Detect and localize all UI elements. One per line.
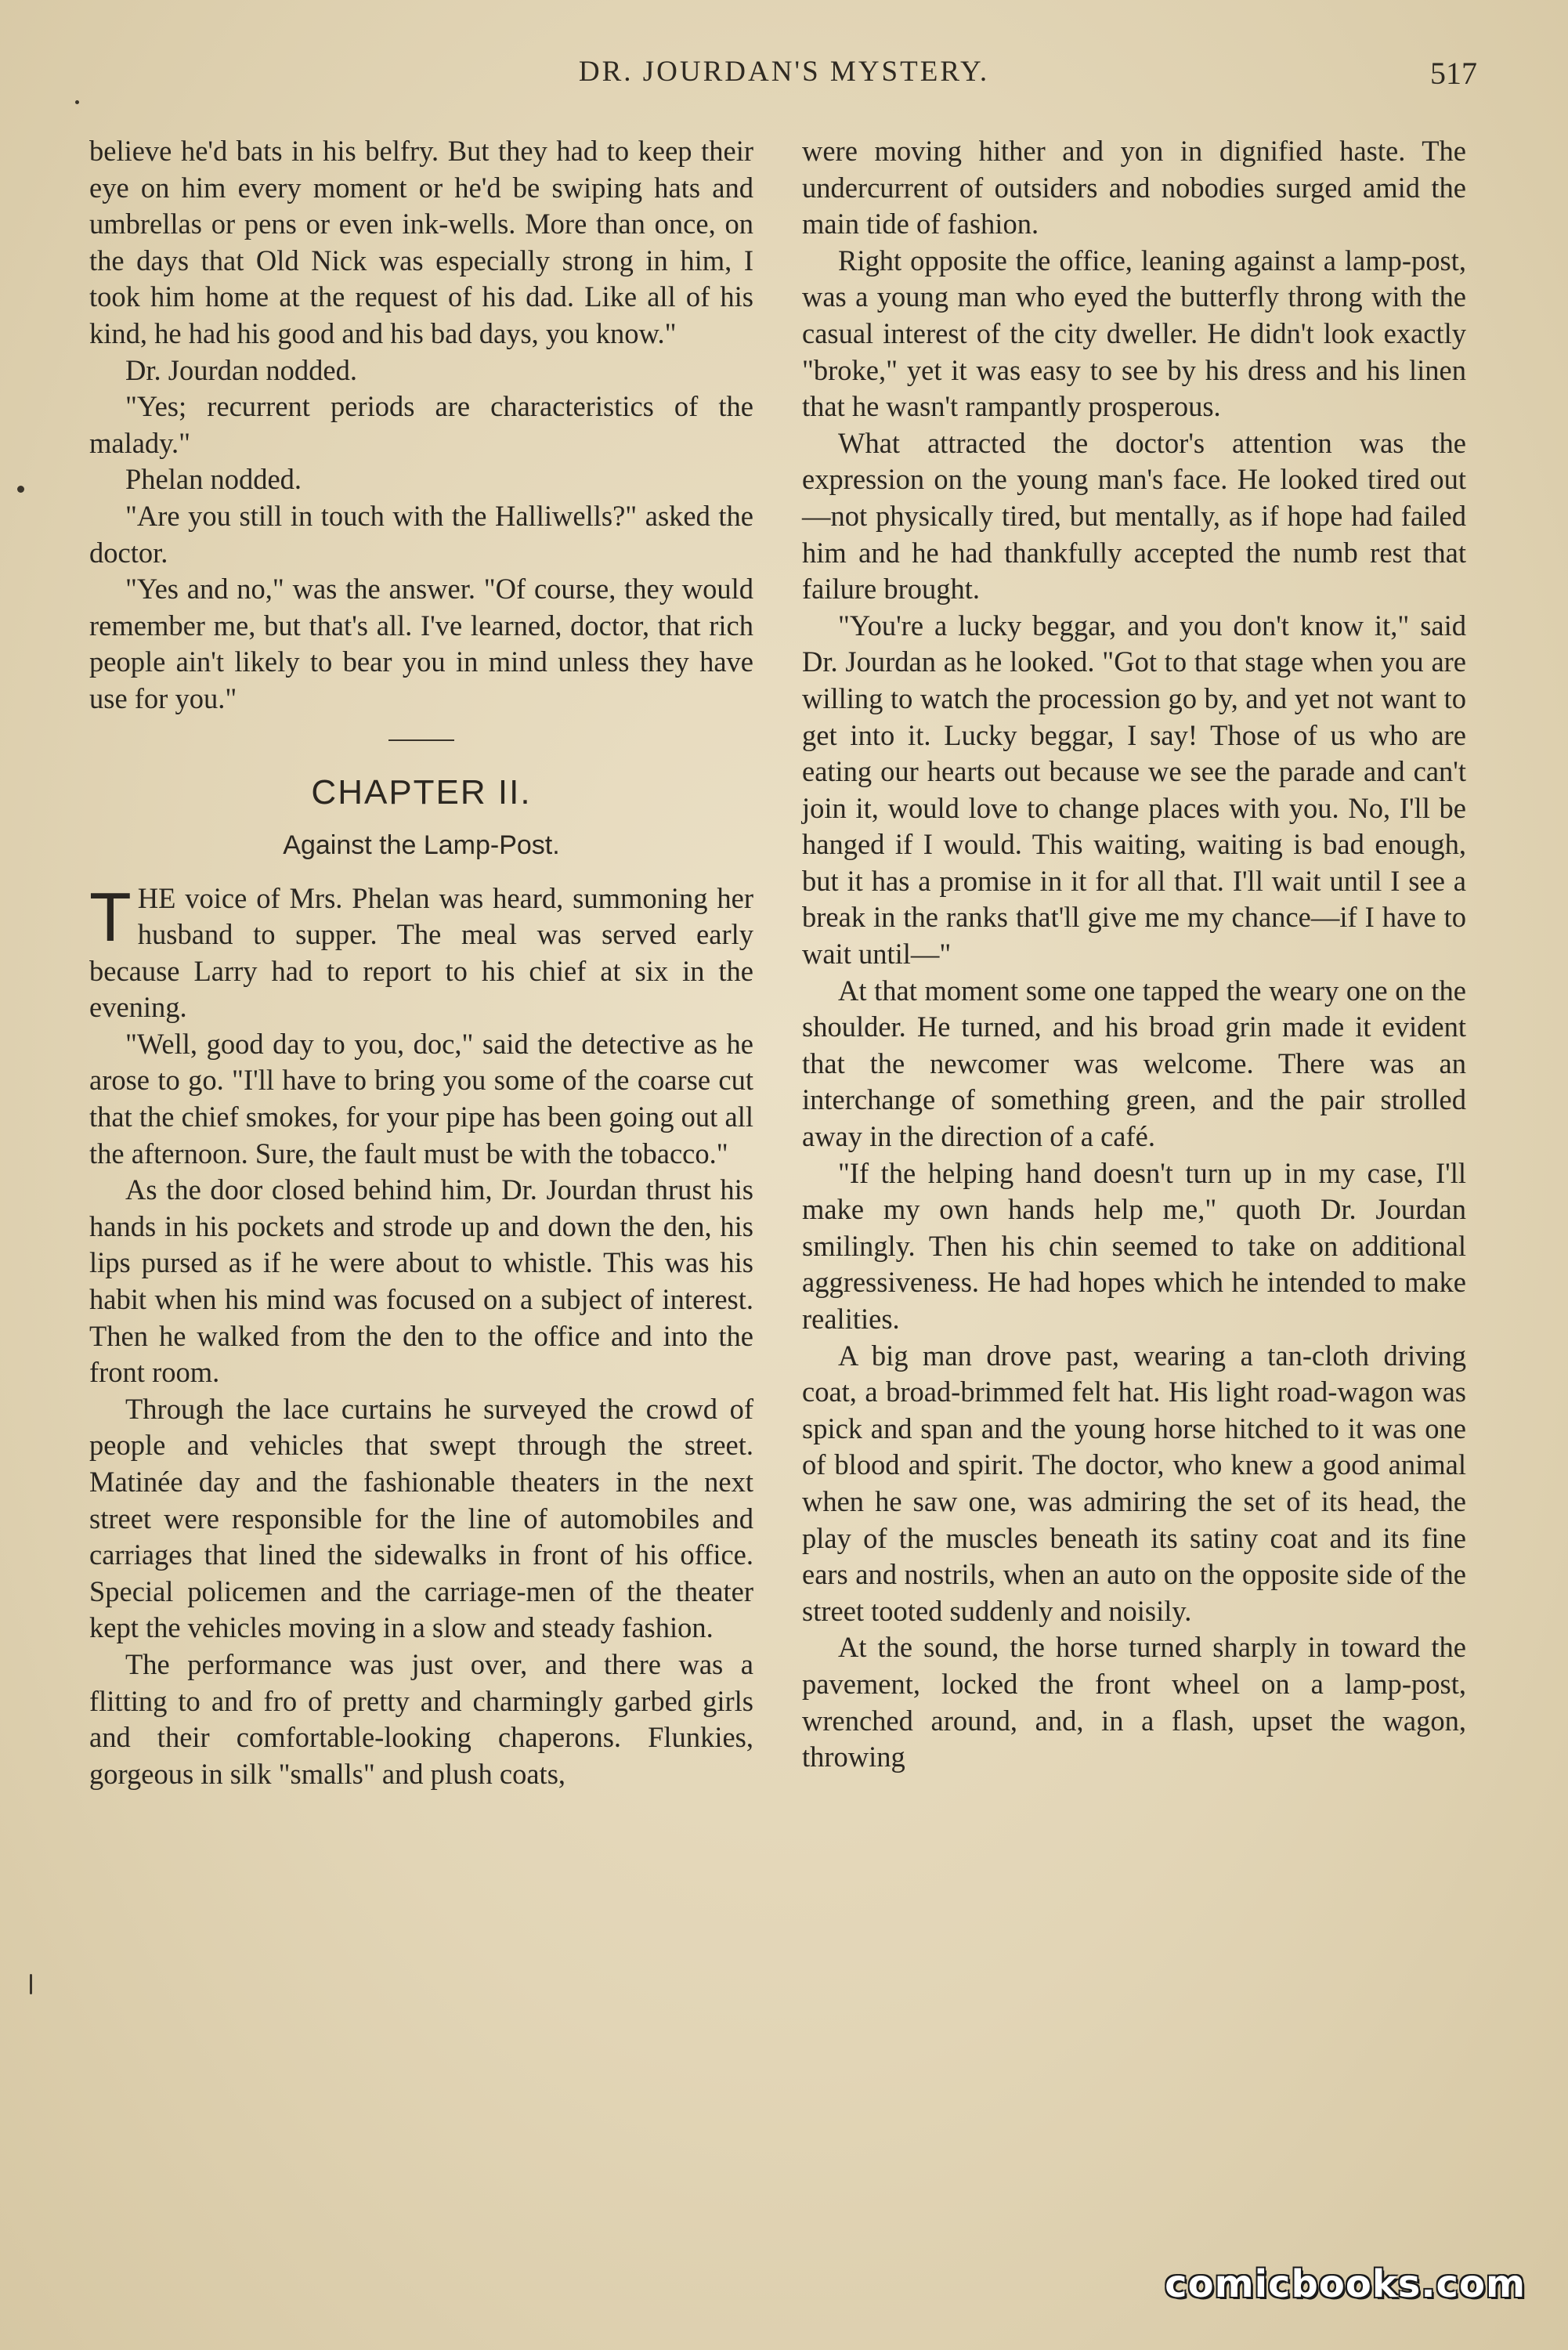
paragraph: "You're a lucky beggar, and you don't know it," said Dr. Jourdan as he looked. "Got to that stage when you are willing to watch the procession go by, and yet not want to get into it. Lucky beggar, I say! Those of us who are eating our hearts out because we see the parade and can't join it, would love to change places with you. No, I'll be hanged if I would. This waiting, waiting is bad enough, but it has a promise in it for all that. I'll wait until I see a break in the ranks that'll give me my chance—if I have to wait until—": [802, 609, 1466, 971]
paragraph: What attracted the doctor's attention was the expression on the young man's face. He looked tired out—not physically tired, but mentally, as if hope had failed him and he had thankfully accepted the numb rest that failure brought.: [802, 426, 1466, 606]
watermark: comicbooks.com: [1165, 2262, 1526, 2306]
chapter-subtitle: Against the Lamp-Post.: [283, 830, 560, 860]
paragraph: Through the lace curtains he surveyed the crowd of people and vehicles that swept through the street. Matinée day and the fashionable theaters in the next street were responsible for the line of automobiles and carriages that lined the sidewalks in front of his office. Special policemen and the carriage-men of the theater kept the vehicles moving in a slow and steady fashion.: [89, 1392, 753, 1644]
paragraph: As the door closed behind him, Dr. Jourdan thrust his hands in his pockets and strode up and down the den, his lips pursed as if he were about to whistle. This was his habit when his mind was focused on a subject of interest. Then he walked from the den to the office and into the front room.: [89, 1173, 753, 1389]
paragraph: were moving hither and yon in dignified haste. The undercurrent of outsiders and nobodies surged amid the main tide of fashion.: [802, 135, 1466, 240]
paragraph: "Yes; recurrent periods are characteristics of the malady.": [89, 390, 753, 459]
left-column: [89, 133, 753, 1792]
page-header: [86, 55, 1482, 102]
paragraph: believe he'd bats in his belfry. But they had to keep their eye on him every moment or he'd be swiping hats and umbrellas or pens or even ink-wells. More than once, on the days that Old Nick was especially strong in him, I took him home at the request of his dad. Like all of his kind, he had his good and his bad days, you know.": [89, 135, 753, 349]
section-divider: [388, 739, 454, 741]
paragraph: At that moment some one tapped the weary one on the shoulder. He turned, and his broad grin made it evident that the newcomer was welcome. There was an interchange of something green, and the pair strolled away in the direction of a café.: [802, 974, 1466, 1153]
paragraph: A big man drove past, wearing a tan-cloth driving coat, a broad-brimmed felt hat. His light road-wagon was spick and span and the young horse hitched to it was one of blood and spirit. The doctor, who knew a good animal when he saw one, was admiring the set of its head, the play of the muscles beneath its satiny coat and its fine ears and nostrils, when an auto on the opposite side of the street tooted suddenly and noisily.: [802, 1339, 1466, 1627]
drop-cap: T: [89, 877, 132, 956]
paragraph: The performance was just over, and there was a flitting to and fro of pretty and charmingly garbed girls and their comfortable-looking chaperons. Flunkies, gorgeous in silk "smalls" and plush coats,: [89, 1647, 753, 1790]
paragraph: "Are you still in touch with the Halliwells?" asked the doctor.: [89, 499, 753, 569]
running-head: DR. JOURDAN'S MYSTERY.: [578, 56, 990, 88]
paragraph: Phelan nodded.: [125, 463, 302, 496]
paragraph: "Yes and no," was the answer. "Of course, they would remember me, but that's all. I've learned, doctor, that rich people ain't likely to bear you in mind unless they have use for you.": [89, 573, 753, 714]
ink-speck: [75, 100, 79, 104]
paragraph: At the sound, the horse turned sharply in toward the pavement, locked the front wheel on a lamp-post, wrenched around, and, in a flash, upset the wagon, throwing: [802, 1631, 1466, 1773]
right-column: [802, 133, 1466, 1776]
paragraph: Right opposite the office, leaning against a lamp-post, was a young man who eyed the butterfly throng with the casual interest of the city dweller. He didn't look exactly "broke," yet it was easy to see by his dress and his linen that he wasn't rampantly prosperous.: [802, 244, 1466, 423]
ink-speck: [17, 486, 24, 493]
paragraph: "Well, good day to you, doc," said the detective as he arose to go. "I'll have to bring you some of the coarse cut that the chief smokes, for your pipe has been going out all the afternoon. Sure, the fault must be with the tobacco.": [89, 1027, 753, 1170]
paragraph: "If the helping hand doesn't turn up in my case, I'll make my own hands help me," quoth Dr. Jourdan smilingly. Then his chin seemed to take on additional aggressiveness. He had hopes which he intended to make realities.: [802, 1156, 1466, 1335]
opening-paragraph: [89, 877, 753, 1026]
paragraph: Dr. Jourdan nodded.: [125, 353, 358, 386]
page-number: 517: [1430, 56, 1477, 91]
ink-speck: [30, 1974, 32, 1994]
opening-text: HE voice of Mrs. Phelan was heard, summoning her husband to supper. The meal was served early because Larry had to report to his chief at six in the evening.: [89, 881, 753, 1024]
chapter-heading: CHAPTER II.: [311, 772, 532, 812]
